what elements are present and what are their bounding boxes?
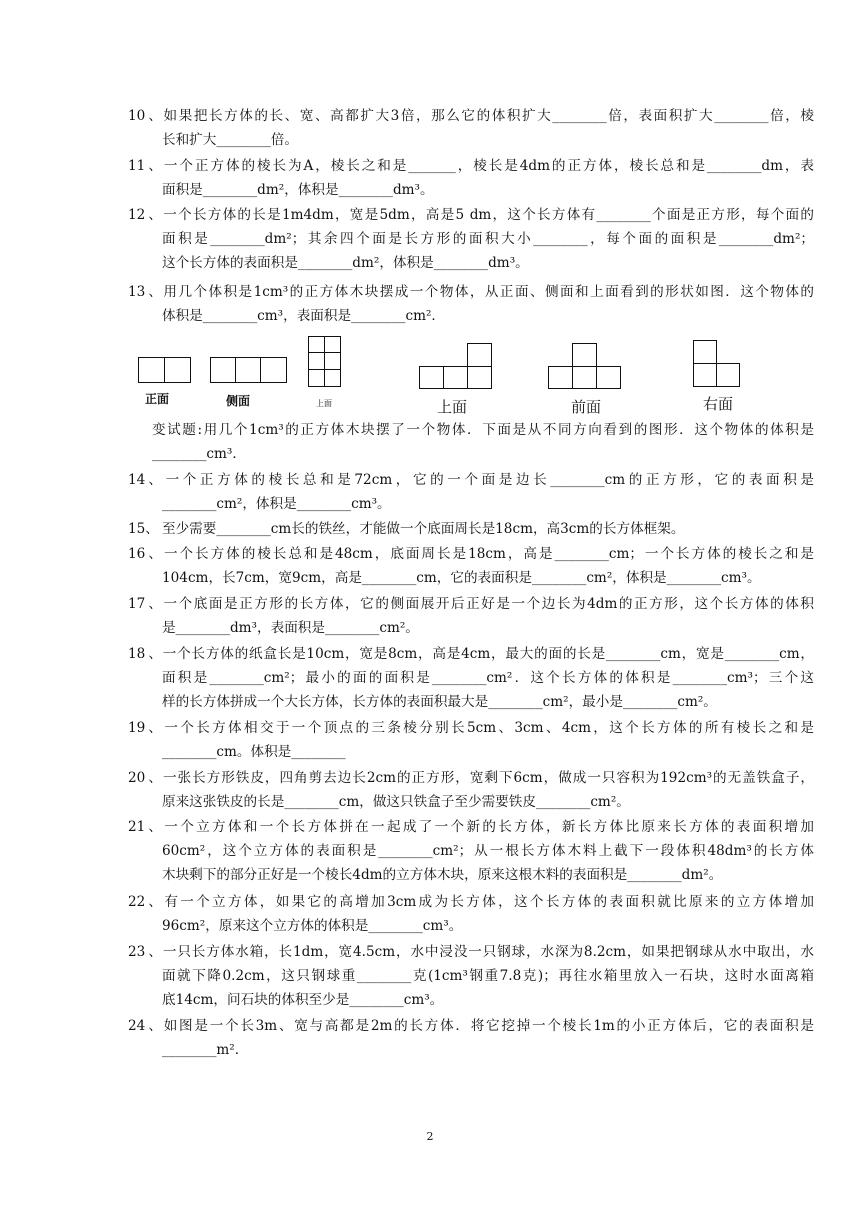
question-text: 面就下降0.2cm，这只钢球重________克(1cm³钢重7.8克)；再往水箱里放入一石块，这时水面离箱 bbox=[162, 968, 814, 984]
question-number: 13、 bbox=[128, 284, 162, 300]
question-text: 一个长方体的纸盒长是10cm，宽是8cm，高是4cm，最大的面的长是________cm，宽是________cm， bbox=[162, 646, 814, 662]
view-figure-right bbox=[693, 340, 741, 387]
question-text: 木块剩下的部分正好是一个棱长4dm的立方体木块，原来这根木料的表面积是________dm²。 bbox=[162, 867, 723, 883]
question-text: 面积是________cm²；最小的面的面积是________cm²．这个长方体的体积是________cm³；三个这 bbox=[162, 670, 814, 686]
question-text: ________cm³． bbox=[152, 446, 246, 462]
figure-caption: 右面 bbox=[703, 395, 734, 413]
question-text: 有一个立方体，如果它的高增加3cm成为长方体，这个长方体的表面积就比原来的立方体增加 bbox=[162, 894, 814, 910]
view-figure-front-large bbox=[548, 343, 622, 389]
question-14 bbox=[128, 468, 814, 516]
view-figure-front bbox=[138, 357, 192, 383]
question-text: 一个正方体的棱长为A，棱长之和是_______，棱长是4dm的正方体，棱长总和是________dm，表 bbox=[162, 158, 814, 174]
question-text: 是________dm³，表面积是________cm²。 bbox=[162, 620, 419, 636]
view-figure-top bbox=[419, 343, 492, 389]
view-figure-side bbox=[210, 357, 288, 383]
question-number: 19、 bbox=[128, 720, 162, 736]
question-number: 24、 bbox=[128, 1018, 162, 1034]
question-number: 15、 bbox=[128, 521, 159, 537]
question-text: 长和扩大________倍。 bbox=[162, 132, 298, 148]
question-number: 23、 bbox=[128, 944, 162, 960]
question-number: 22、 bbox=[128, 894, 162, 910]
question-10 bbox=[128, 104, 814, 152]
question-text: 面积是________dm²，体积是________dm³。 bbox=[162, 182, 434, 198]
question-text: 底14cm，问石块的体积至少是________cm³。 bbox=[162, 992, 444, 1008]
question-17 bbox=[128, 592, 814, 640]
page-number: 2 bbox=[426, 1130, 434, 1143]
question-16 bbox=[128, 542, 814, 590]
question-23 bbox=[128, 940, 814, 1012]
question-number: 17、 bbox=[128, 596, 162, 612]
question-number: 10、 bbox=[128, 108, 162, 124]
question-text: 原来这张铁皮的长是________cm，做这只铁盒子至少需要铁皮________cm²。 bbox=[162, 794, 630, 810]
question-22 bbox=[128, 890, 814, 938]
question-24 bbox=[128, 1014, 814, 1062]
question-12 bbox=[128, 203, 814, 275]
question-text: 如果把长方体的长、宽、高都扩大3倍，那么它的体积扩大________倍，表面积扩大________倍，棱 bbox=[162, 108, 814, 124]
question-text: 一个立方体和一个长方体拼在一起成了一个新的长方体，新长方体比原来长方体的表面积增加 bbox=[162, 819, 814, 835]
question-21 bbox=[128, 815, 814, 887]
question-13 bbox=[128, 280, 814, 328]
question-number: 20、 bbox=[128, 770, 162, 786]
question-20 bbox=[128, 766, 814, 814]
variant-question bbox=[152, 418, 814, 466]
question-text: 一个长方体相交于一个顶点的三条棱分别长5cm、3cm、4cm，这个长方体的所有棱长之和是 bbox=[162, 720, 814, 736]
question-number: 12、 bbox=[128, 207, 162, 223]
figure-caption: 前面 bbox=[571, 398, 602, 416]
question-text: 如图是一个长3m、宽与高都是2m的长方体．将它挖掉一个棱长1m的小正方体后，它的表面积是 bbox=[162, 1018, 814, 1034]
question-11 bbox=[128, 154, 814, 202]
question-number: 18、 bbox=[128, 646, 162, 662]
question-number: 21、 bbox=[128, 819, 162, 835]
question-text: 一个长方体的棱长总和是48cm，底面周长是18cm，高是________cm；一个长方体的棱长之和是 bbox=[162, 546, 814, 562]
question-text: 60cm²，这个立方体的表面积是________cm²；从一根长方体木料上截下一段体积48dm³的长方体 bbox=[162, 843, 814, 859]
question-text: 一只长方体水箱，长1dm，宽4.5cm，水中浸没一只钢球，水深为8.2cm，如果把钢球从水中取出，水 bbox=[162, 944, 814, 960]
question-text: 变试题:用几个1cm³的正方体木块摆了一个物体．下面是从不同方向看到的图形．这个物体的体积是 bbox=[152, 422, 814, 438]
question-text: 一个正方体的棱长总和是72cm，它的一个面是边长________cm的正方形，它的表面积是 bbox=[162, 472, 814, 488]
question-text: 一个长方体的长是1m4dm，宽是5dm，高是5 dm，这个长方体有________个面是正方形，每个面的 bbox=[162, 207, 814, 223]
question-text: 体积是________cm³，表面积是________cm²． bbox=[162, 308, 445, 324]
question-number: 11、 bbox=[128, 158, 162, 174]
question-text: 104cm，长7cm，宽9cm，高是________cm，它的表面积是________cm²，体积是________cm³。 bbox=[162, 570, 761, 586]
question-text: 用几个体积是1cm³的正方体木块摆成一个物体，从正面、侧面和上面看到的形状如图．这个物体的 bbox=[162, 284, 814, 300]
question-text: 面积是________dm²；其余四个面是长方形的面积大小________，每个面的面积是________dm²； bbox=[162, 231, 814, 247]
view-figure-top-small bbox=[308, 336, 342, 387]
question-text: ________m²． bbox=[162, 1042, 249, 1058]
question-text: 样的长方体拼成一个大长方体，长方体的表面积最大是________cm²，最小是________cm²。 bbox=[162, 694, 717, 710]
question-18 bbox=[128, 642, 814, 714]
question-text: ________cm。体积是________ bbox=[162, 744, 346, 760]
question-19 bbox=[128, 716, 814, 764]
question-text: 一张长方形铁皮，四角剪去边长2cm的正方形，宽剩下6cm，做成一只容积为192cm³的无盖铁盒子， bbox=[162, 770, 814, 786]
question-text: 至少需要________cm长的铁丝，才能做一个底面周长是18cm，高3cm的长方体框架。 bbox=[162, 521, 685, 537]
question-number: 16、 bbox=[128, 546, 162, 562]
question-text: 一个底面是正方形的长方体，它的侧面展开后正好是一个边长为4dm的正方形，这个长方体的体积 bbox=[162, 596, 814, 612]
question-text: ________cm²，体积是________cm³。 bbox=[162, 496, 391, 512]
question-text: 这个长方体的表面积是________dm²，体积是________dm³。 bbox=[162, 255, 529, 271]
figure-caption: 上面 bbox=[437, 398, 468, 416]
figure-caption: 侧面 bbox=[226, 394, 251, 408]
figure-caption: 上面 bbox=[316, 399, 332, 408]
figure-caption: 正面 bbox=[145, 392, 170, 406]
question-15 bbox=[128, 517, 814, 541]
question-number: 14、 bbox=[128, 472, 162, 488]
question-text: 96cm²，原来这个立方体的体积是________cm³。 bbox=[162, 918, 463, 934]
